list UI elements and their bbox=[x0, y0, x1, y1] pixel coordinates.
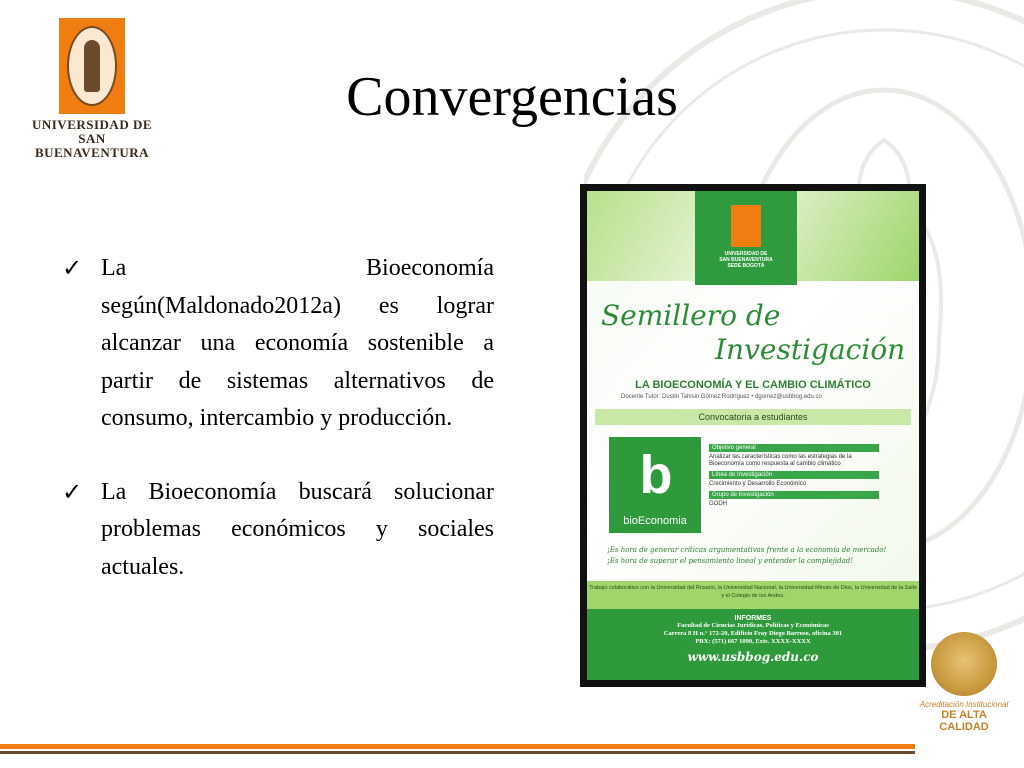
footer-line-brown bbox=[0, 751, 915, 754]
bullet-list bbox=[62, 250, 494, 622]
poster-info bbox=[709, 441, 879, 508]
poster-slogan-line2: ¡Es hora de superar el pensamiento lineal y entender la complejidad! bbox=[607, 557, 854, 565]
poster-headline: LA BIOECONOMÍA Y EL CAMBIO CLIMÁTICO bbox=[635, 379, 871, 391]
poster-image bbox=[580, 184, 926, 687]
poster-facultad: Facultad de Ciencias Jurídicas, Políticas y Económicas bbox=[677, 622, 829, 629]
accreditation-line2: DE ALTA CALIDAD bbox=[939, 709, 989, 733]
bullet-text: La Bioeconomía buscará solucionar problemas económicos y sociales actuales. bbox=[101, 478, 494, 580]
poster-footer bbox=[587, 609, 919, 680]
footer-line-orange bbox=[0, 744, 915, 749]
bullet-text: La Bioeconomía según(Maldonado2012a) es lograr alcanzar una economía sostenible a partir de sistemas alternativos de consumo, intercambio y producción. bbox=[101, 255, 494, 431]
checkmark-icon: ✓ bbox=[62, 254, 83, 282]
poster-slogan-line1: ¡Es hora de generar críticas argumentativas frente a la economía de mercado! bbox=[607, 546, 887, 554]
objetivo-label: Objetivo general bbox=[709, 444, 879, 452]
university-name-line2: SAN BUENAVENTURA bbox=[34, 131, 150, 160]
poster-script-line1: Semillero de bbox=[601, 299, 781, 332]
linea-label: Línea de Investigación bbox=[709, 471, 879, 479]
linea-text: Crecimiento y Desarrollo Económico bbox=[709, 481, 807, 487]
bioeconomia-b-icon: b bbox=[639, 445, 673, 505]
poster-convocatoria: Convocatoria a estudiantes bbox=[595, 409, 911, 425]
grupo-text: GODH bbox=[709, 501, 727, 507]
poster-script-line2: Investigación bbox=[715, 333, 906, 366]
bullet-item bbox=[62, 250, 494, 438]
poster-crest-icon bbox=[731, 205, 761, 247]
accreditation-line1: Acreditación Institucional bbox=[919, 700, 1009, 709]
poster-informes: INFORMES bbox=[734, 615, 772, 622]
grupo-label: Grupo de Investigación bbox=[709, 491, 879, 499]
slide-title: Convergencias bbox=[346, 66, 678, 128]
tree-icon bbox=[931, 632, 997, 696]
poster-direccion: Carrera 8 H n.° 172-20, Edificio Fray Diego Barroso, oficina 301 bbox=[663, 630, 843, 637]
bullet-item bbox=[62, 474, 494, 587]
poster-university-tab bbox=[695, 191, 797, 285]
poster-pbx: PBX: (571) 667 1090, Exts. XXXX-XXXX bbox=[695, 638, 811, 645]
poster-university-name: UNIVERSIDAD DE SAN BUENAVENTURA SEDE BOGOTÁ bbox=[719, 251, 773, 269]
bioeconomia-badge-label: bioEconomia bbox=[623, 515, 687, 527]
objetivo-text: Analizar las características como las estrategias de la Bioeconomía como respuesta al cambio climático bbox=[709, 454, 852, 467]
bioeconomia-badge bbox=[609, 437, 701, 533]
university-name-line1: UNIVERSIDAD DE bbox=[31, 117, 153, 132]
poster-docente: Docente Tutor: Dustin Tahisin Gómez Rodríguez • dgomez@usbbog.edu.co bbox=[621, 394, 822, 400]
poster-collab: Trabajo colaborativo con la Universidad del Rosario, la Universidad Nacional, la Universidad Minuto de Dios, la Universidad de la Salle y el Colegio de los Andes. bbox=[587, 581, 919, 609]
checkmark-icon: ✓ bbox=[62, 477, 83, 506]
poster-url: www.usbbog.edu.co bbox=[687, 650, 819, 664]
poster-slogan bbox=[607, 545, 903, 567]
poster bbox=[587, 191, 919, 680]
accreditation-logo bbox=[916, 632, 1012, 758]
